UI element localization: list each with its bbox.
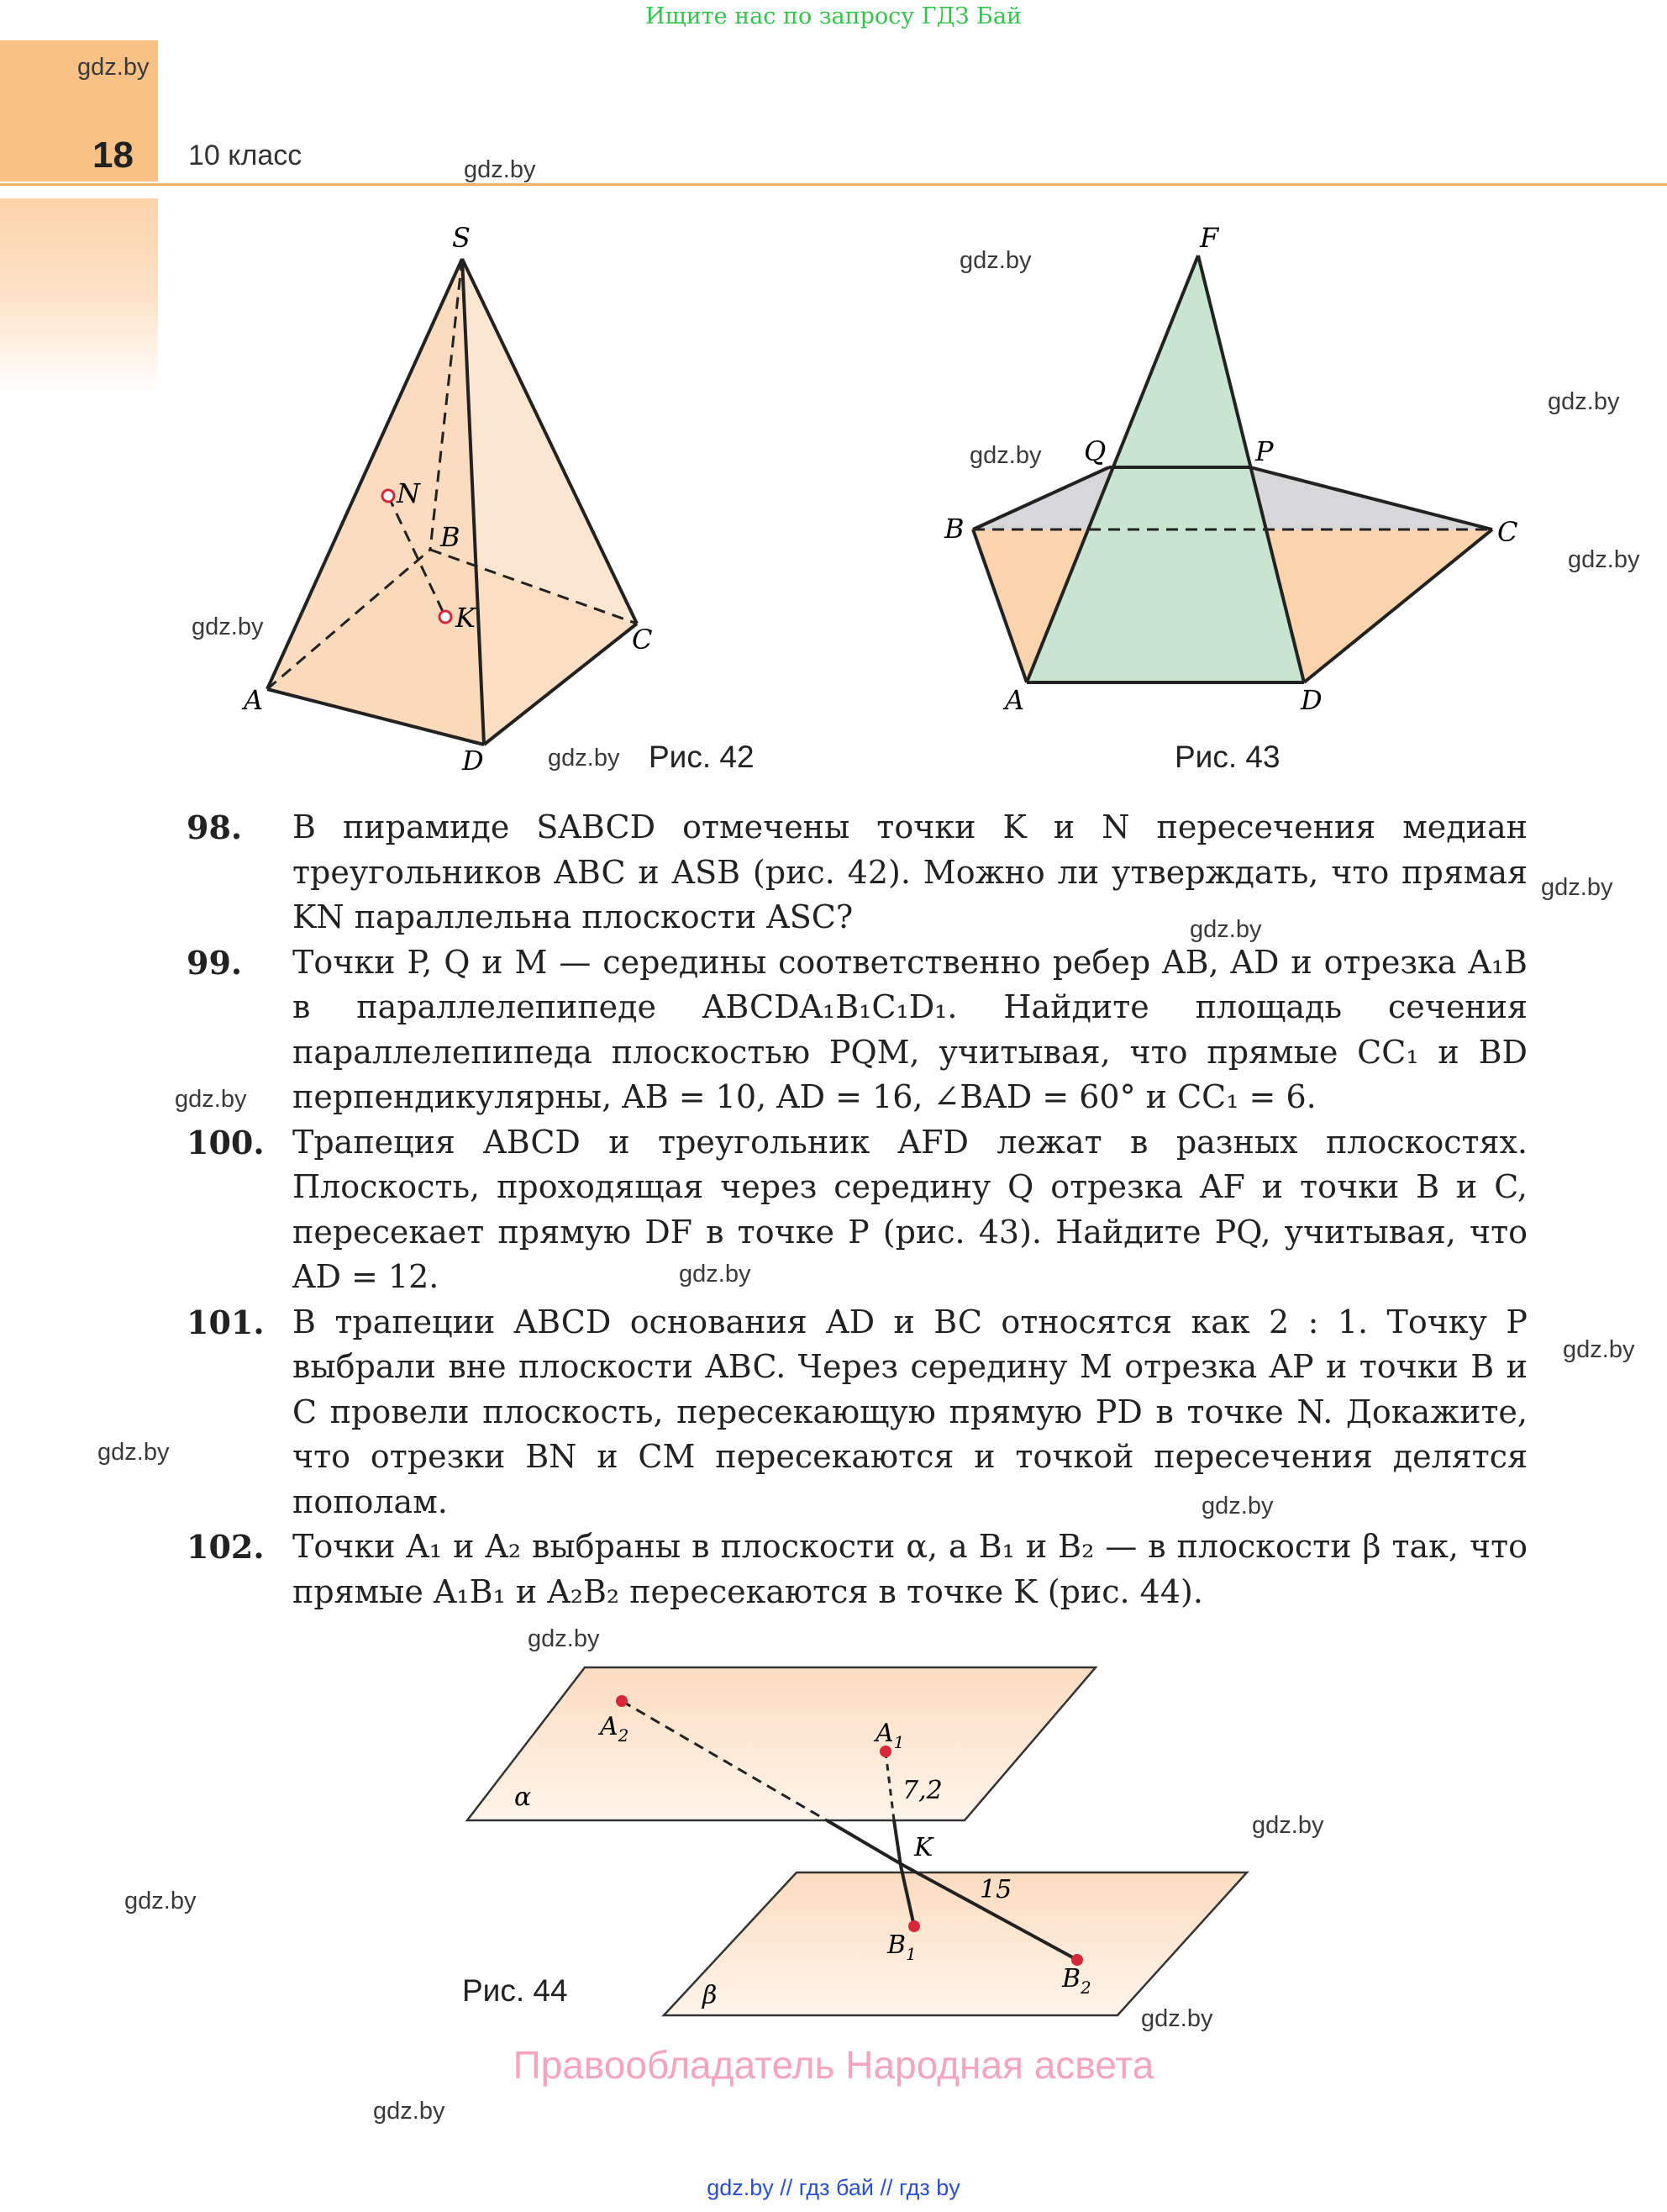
problem-101	[187, 1300, 1528, 1525]
label-a: A	[1005, 684, 1025, 716]
label-a2: $A_2$	[600, 1712, 629, 1746]
watermark: gdz.by	[97, 1439, 170, 1466]
watermark: gdz.by	[528, 1625, 600, 1652]
label-n: N	[397, 477, 420, 509]
point-n	[382, 490, 394, 502]
watermark: gdz.by	[1141, 2005, 1213, 2032]
figure-43-trapezoid	[933, 219, 1538, 723]
label-k: K	[455, 602, 476, 634]
search-banner: Ищите нас по запросу ГДЗ Бай	[645, 3, 1022, 29]
watermark: gdz.by	[1568, 546, 1640, 573]
label-p: P	[1255, 435, 1274, 467]
label-b2: $B_2$	[1062, 1964, 1091, 1998]
watermark: gdz.by	[1252, 1812, 1324, 1839]
figure-44-caption: Рис. 44	[462, 1973, 568, 2008]
watermark: gdz.by	[1202, 1493, 1274, 1519]
figure-44-planes	[454, 1647, 1260, 2017]
label-q: Q	[1084, 435, 1107, 467]
watermark: gdz.by	[175, 1086, 247, 1113]
label-c: C	[1497, 516, 1518, 548]
label-f: F	[1200, 222, 1219, 254]
header-rule	[0, 183, 1667, 186]
label-s: S	[452, 222, 471, 254]
problem-text: Точки A₁ и A₂ выбраны в плоскости α, а B₁ и B₂ — в плоскости β так, что прямые A₁B₁ и A₂B₂ пересекаются в точке K (рис. 44).	[292, 1528, 1528, 1610]
watermark: gdz.by	[124, 1888, 197, 1914]
problem-99	[187, 940, 1528, 1120]
label-k: K	[914, 1833, 933, 1862]
problem-text: Точки P, Q и M — середины соответственно ребер AB, AD и отрезка A₁B в параллелепипеде ABCDA₁B₁C₁D₁. Найдите площадь сечения параллелепипеда плоскостью PQM, учитывая, что прямые CC₁ и BD перпендикулярны, AB = 10, AD = 16, ∠BAD = 60° и CC₁ = 6.	[292, 943, 1528, 1115]
watermark: gdz.by	[1190, 916, 1262, 943]
label-d: D	[462, 745, 484, 777]
page-tab-fade	[0, 198, 158, 392]
plane-alpha	[467, 1667, 1096, 1820]
problem-number: 99.	[187, 943, 243, 982]
watermark: gdz.by	[960, 247, 1032, 274]
label-b: B	[440, 521, 460, 553]
problem-number: 98.	[187, 808, 243, 846]
point-a2	[616, 1695, 628, 1707]
segment-a2k-solid	[827, 1820, 904, 1866]
label-b: B	[944, 513, 965, 545]
watermark: gdz.by	[679, 1261, 751, 1288]
point-b1	[908, 1920, 920, 1932]
problem-text: В трапеции ABCD основания AD и BC относятся как 2 : 1. Точку P выбрали вне плоскости ABC. Через середину M отрезка AP и точки B и C провели плоскость, пересекающую прямую PD в точке N. Докажите, что отрезки BN и CM пересекаются и точкой пересечения делятся пополам.	[292, 1303, 1528, 1520]
footer-links[interactable]: gdz.by // гдз бай // гдз by	[707, 2175, 960, 2200]
class-label: 10 класс	[188, 140, 302, 171]
copyright-owner: Правообладатель Народная асвета	[513, 2043, 1154, 2087]
label-length-kb2: 15	[980, 1875, 1012, 1904]
label-c: C	[632, 624, 653, 656]
watermark: gdz.by	[373, 2098, 445, 2125]
label-length-a1k: 7,2	[902, 1776, 943, 1805]
watermark: gdz.by	[1541, 874, 1613, 901]
page-number: 18	[92, 134, 134, 176]
watermark: gdz.by	[1563, 1336, 1635, 1363]
problem-text: Трапеция ABCD и треугольник AFD лежат в разных плоскостях. Плоскость, проходящая через середину Q отрезка AF и точки B и C, пересекает прямую DF в точке P (рис. 43). Найдите PQ, учитывая, что AD = 12.	[292, 1123, 1528, 1295]
watermark: gdz.by	[192, 614, 264, 640]
figure-42-caption: Рис. 42	[649, 740, 755, 774]
label-d: D	[1301, 684, 1323, 716]
problem-102	[187, 1525, 1528, 1614]
figure-42-pyramid	[235, 219, 672, 790]
watermark: gdz.by	[77, 54, 150, 81]
label-b1: $B_1$	[887, 1930, 917, 1964]
problem-100	[187, 1120, 1528, 1300]
label-a1: $A_1$	[876, 1719, 905, 1752]
label-a: A	[244, 684, 264, 716]
watermark: gdz.by	[970, 442, 1042, 469]
problem-number: 101.	[187, 1303, 265, 1341]
point-k	[439, 611, 451, 623]
problem-number: 102.	[187, 1528, 265, 1566]
label-alpha: α	[514, 1783, 532, 1812]
label-beta: β	[702, 1981, 718, 2010]
problem-list	[187, 805, 1528, 1614]
problem-text: В пирамиде SABCD отмечены точки K и N пересечения медиан треугольников ABC и ASB (рис. 42). Можно ли утверждать, что прямая KN параллельна плоскости ASC?	[292, 808, 1528, 935]
watermark: gdz.by	[464, 156, 536, 183]
problem-98	[187, 805, 1528, 940]
watermark: gdz.by	[548, 745, 620, 772]
problem-number: 100.	[187, 1123, 265, 1161]
watermark: gdz.by	[1548, 388, 1620, 415]
figure-43-caption: Рис. 43	[1175, 740, 1280, 774]
